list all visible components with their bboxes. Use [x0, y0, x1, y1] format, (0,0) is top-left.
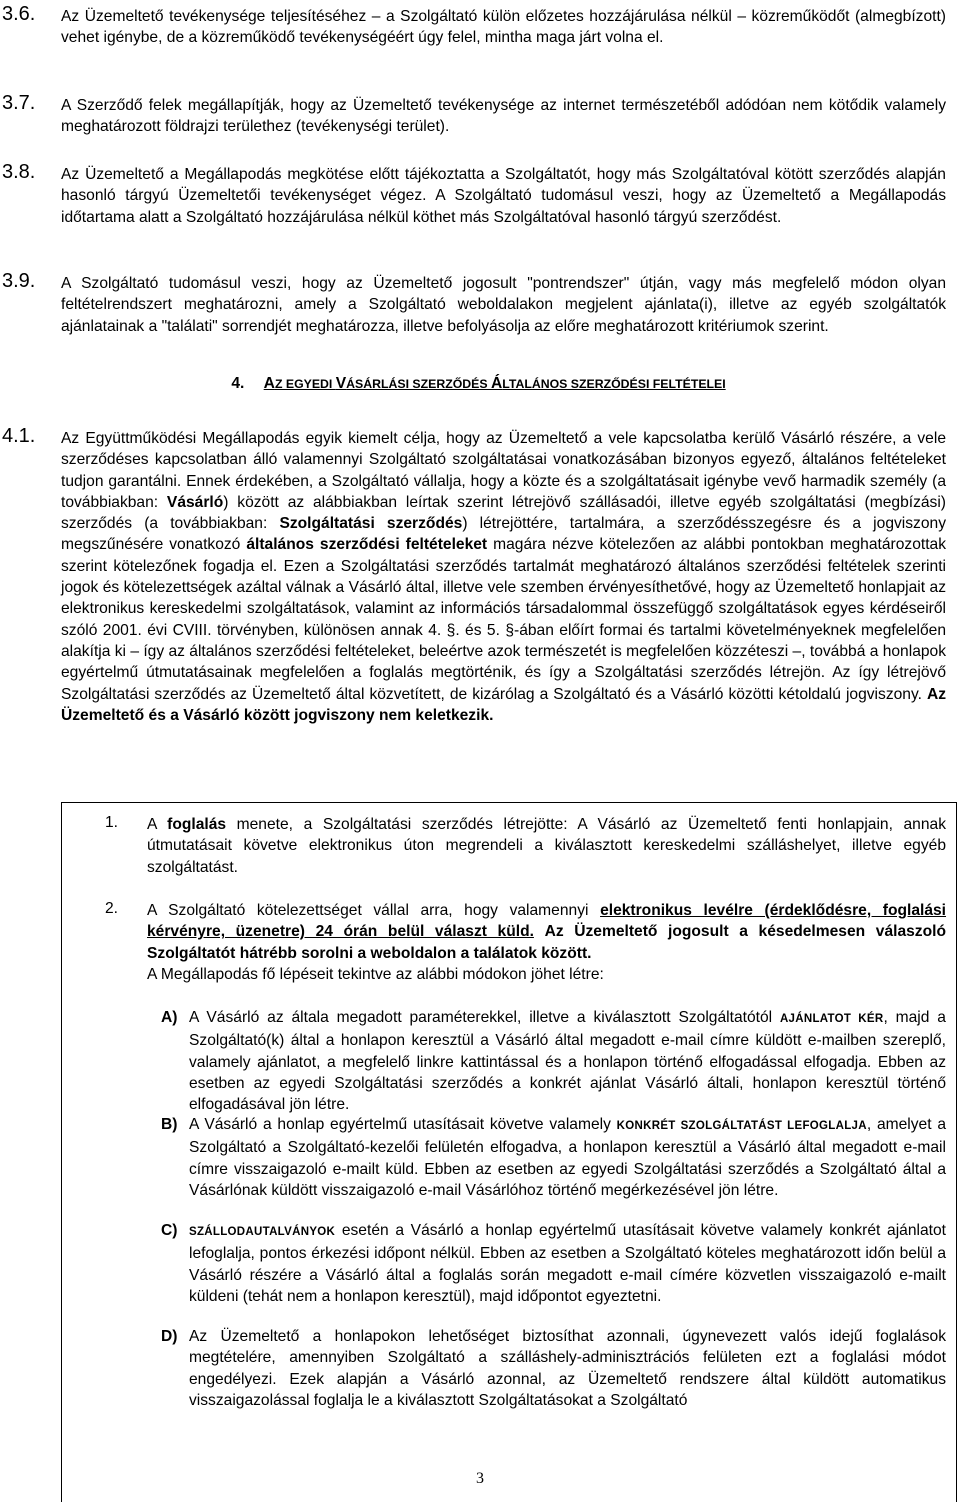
text-run: AJÁNLATOT KÉR: [779, 1013, 884, 1025]
sub-item-label: C): [161, 1222, 178, 1239]
sub-item-label: B): [161, 1116, 178, 1133]
section-number: 3.9.: [2, 270, 36, 292]
list-item-number: 1.: [105, 814, 119, 831]
list-item-number: 2.: [105, 900, 119, 917]
text-run: foglalás: [167, 816, 227, 833]
section-text: Az Üzemeltető tevékenysége teljesítéséhez – a Szolgáltató külön előzetes hozzájárulása nélkül – közreműködőt (almegbízott) vehet igénybe, de a közreműködő tevékenységéért úgy felel, mintha maga járt volna el.: [61, 8, 946, 47]
sub-item-label: D): [161, 1328, 178, 1345]
chapter-number: 4.: [231, 375, 245, 392]
text-run: A: [147, 816, 168, 833]
text-run: , majd a Szolgáltató(k) által a honlapon keresztül a Vásárló által megadott e-mail címre küldött e-mailben szereplő, valamely ajánlatot, a megfelelő linkre kattintással és a honlapon történő elfogadással elfogadja. Ebben az esetben az egyedi Szolgáltatási szerződés a konkrét ajánlat Vásárló általi, honlapon keresztül történő elfogadásával jön létre.: [189, 1009, 946, 1114]
text-run: A Vásárló az általa megadott paraméterekkel, illetve a kiválasztott Szolgáltatótól: [189, 1009, 780, 1026]
sub-item-text: [189, 1326, 946, 1411]
text-run: , amelyet a Szolgáltató a Szolgáltató-kezelői felületén elfogadva, a honlapon keresztül a Vásárló által megadott e-mail címre visszaigazoló e-mailt küld. Ebben az esetben az egyedi Szolgáltatási szerződés a Szolgáltató által a Vásárlónak küldött visszaigazoló e-mail Vásárlóhoz történő megérkezésével jön létre.: [189, 1116, 947, 1199]
heading-run: LTALÁNOS SZERZŐDÉSI FELTÉTELEI: [502, 377, 726, 391]
text-run: elektronikus levélre (érdeklődésre, foglalási kérvényre, üzenetre) 24 órán belül választ küld.: [147, 902, 947, 941]
chapter-heading: [0, 375, 960, 393]
text-run: Az Üzemeltető a honlapokon lehetőséget biztosíthat azonnali, úgynevezett valós idejű foglalások megtételére, amennyiben Szolgáltató a szálláshely-adminisztrációs felületen ezt a foglalási módot engedélyezi. Ezek alapján a Vásárló azonnal, az Üzemeltető rendszere által küldött automatikus visszaigazolással foglalja le a kiválasztott Szolgáltatásokat a Szolgáltató: [189, 1328, 946, 1409]
text-run: ) létrejöttére, tartalmára, a szerződésszegésre és a jogviszony megszűnésére vonatkozó: [61, 515, 946, 554]
section-number: 4.1.: [2, 425, 36, 447]
text-run: általános szerződési feltételeket: [246, 536, 488, 554]
list-item-text: [147, 900, 946, 985]
text-run: Vásárló: [166, 493, 224, 511]
text-run: Az Együttműködési Megállapodás egyik kiemelt célja, hogy az Üzemeltető a vele kapcsolatba kerülő Vásárló részére, a vele szerződéses kapcsolatban álló valamennyi Szolgáltató szolgáltatásai vonatkozásában bizonyos egyező, általános feltételeket tudjon garantálni. Ennek érdekében, a Szolgáltató vállalja, hogy a közte és a szolgáltatásait igénybe vevő harmadik személy (a továbbiakban:: [61, 430, 946, 511]
list-item-text: [147, 814, 946, 878]
section-number: 3.7.: [2, 92, 36, 114]
chapter-title: [264, 375, 726, 392]
text-run: [534, 923, 545, 940]
list-item-intro: A Megállapodás fő lépéseit tekintve az alábbi módokon jöhet létre:: [147, 965, 604, 983]
text-run: A Vásárló a honlap egyértelmű utasításait követve valamely: [189, 1116, 617, 1133]
section-number: 3.6.: [2, 3, 36, 25]
section-text: A Szolgáltató tudomásul veszi, hogy az Üzemeltető jogosult "pontrendszer" útján, vagy más megfelelő módon olyan feltételrendszert meghatározni, amely a Szolgáltató weboldalakon megjelent ajánlata(i), illetve az egyéb szolgáltatók ajánlatainak a "találati" sorrendjét meghatározza, illetve befolyásolja az előre meghatározott kritériumok szerint.: [61, 275, 946, 335]
text-run: ) között az alábbiakban leírtak szerint létrejövő szállásadói, illetve egyéb szolgáltatási (megbízási) szerződés (a továbbiakban:: [61, 493, 947, 533]
text-run: magára nézve kötelezően az alábbi pontokban meghatározottak szerint kötelezőnek fogadja el. Ezen a Szolgáltatási szerződés tartalmát meghatározó általános szerződési feltételek szerinti jogok és kötelezettségek azáltal válnak a Vásárló által, illetve vele szemben érvényesíthetővé, hogy az Üzemeltető honlapjait az elektronikus kereskedelmi szolgáltatások, valamint az információs társadalommal összefüggő szolgáltatások egyes kérdéseiről szóló 2001. évi CVIII. törvényben, különösen annak 4. §. és 5. §-ában előírt formai és tartalmi követelményeknek megfelelően alakítja ki – így az általános szerződési feltételeket, beleértve azok természetét is megfelelően közzéteszi –, továbbá a honlapok egyértelmű útmutatásainak megfelelően a foglalás megtörténik, és így a Szolgáltatási szerződés létrejön. Az így létrejövő Szolgáltatási szerződés az Üzemeltető által közvetített, de kizárólag a Szolgáltató és a Vásárló közötti kétoldalú jogviszony.: [61, 536, 947, 703]
heading-run: Á: [491, 375, 503, 392]
sub-item-text: [189, 1114, 946, 1201]
text-run: esetén a Vásárló a honlap egyértelmű utasításait követve valamely konkrét ajánlatot lefoglalja, pontos érkezési időpont nélkül. Ebben az esetben a Szolgáltató köteles meghatározott időn belül a Vásárló részére a Vásárló által a foglalás során megadott e-mail címére közvetlen visszaigazoló e-mailt küldeni (tehát nem a honlapon keresztül), majd időpontot egyeztetni.: [189, 1222, 946, 1305]
text-run: Szolgáltatási szerződés: [279, 515, 463, 533]
sub-item-label: A): [161, 1009, 178, 1026]
sub-item-text: [189, 1007, 946, 1115]
text-run: Az Üzemeltető és a Vásárló között jogviszony nem keletkezik.: [61, 685, 946, 724]
text-run: menete, a Szolgáltatási szerződés létrejötte: A Vásárló az Üzemeltető fenti honlapjain, annak útmutatásait követve elektronikus úton megrendeli a kiválasztott kereskedelmi szálláshelyet, illetve egyéb szolgáltatást.: [147, 816, 946, 876]
sub-item-text: [189, 1220, 946, 1307]
section-text: A Szerződő felek megállapítják, hogy az Üzemeltető tevékenysége az internet természetéből adódóan nem kötődik valamely meghatározott földrajzi területhez (tevékenységi terület).: [61, 97, 946, 136]
page-number: 3: [476, 1470, 484, 1487]
text-run: SZÁLLODAUTALVÁNYOK: [189, 1226, 336, 1238]
heading-run: V: [335, 375, 347, 392]
text-run: KONKRÉT SZOLGÁLTATÁST LEFOGLALJA: [616, 1120, 867, 1132]
text-run: A Szolgáltató kötelezettséget vállal arra, hogy valamennyi: [147, 902, 601, 919]
text-run: Az Üzemeltető jogosult a késedelmesen válaszoló Szolgáltatót hátrébb sorolni a weboldalon a találatok között.: [147, 923, 946, 962]
list-item-body: [147, 902, 946, 962]
section-text: Az Üzemeltető a Megállapodás megkötése előtt tájékoztatta a Szolgáltatót, hogy más Szolgáltatóval kötött szerződés alapján hasonló tárgyú Üzemeltetői tevékenységet végez. A Szolgáltató tudomásul veszi, hogy az Üzemeltető a Megállapodás időtartama alatt a Szolgáltató hozzájárulása nélkül köthet más Szolgáltatóval hasonló tárgyú szerződést.: [61, 166, 946, 226]
section-number: 3.8.: [2, 161, 36, 183]
section-text: [61, 428, 946, 726]
heading-run: Z EGYEDI: [274, 377, 336, 391]
heading-run: A: [263, 375, 275, 392]
heading-run: ÁSÁRLÁSI SZERZŐDÉS: [346, 377, 491, 391]
